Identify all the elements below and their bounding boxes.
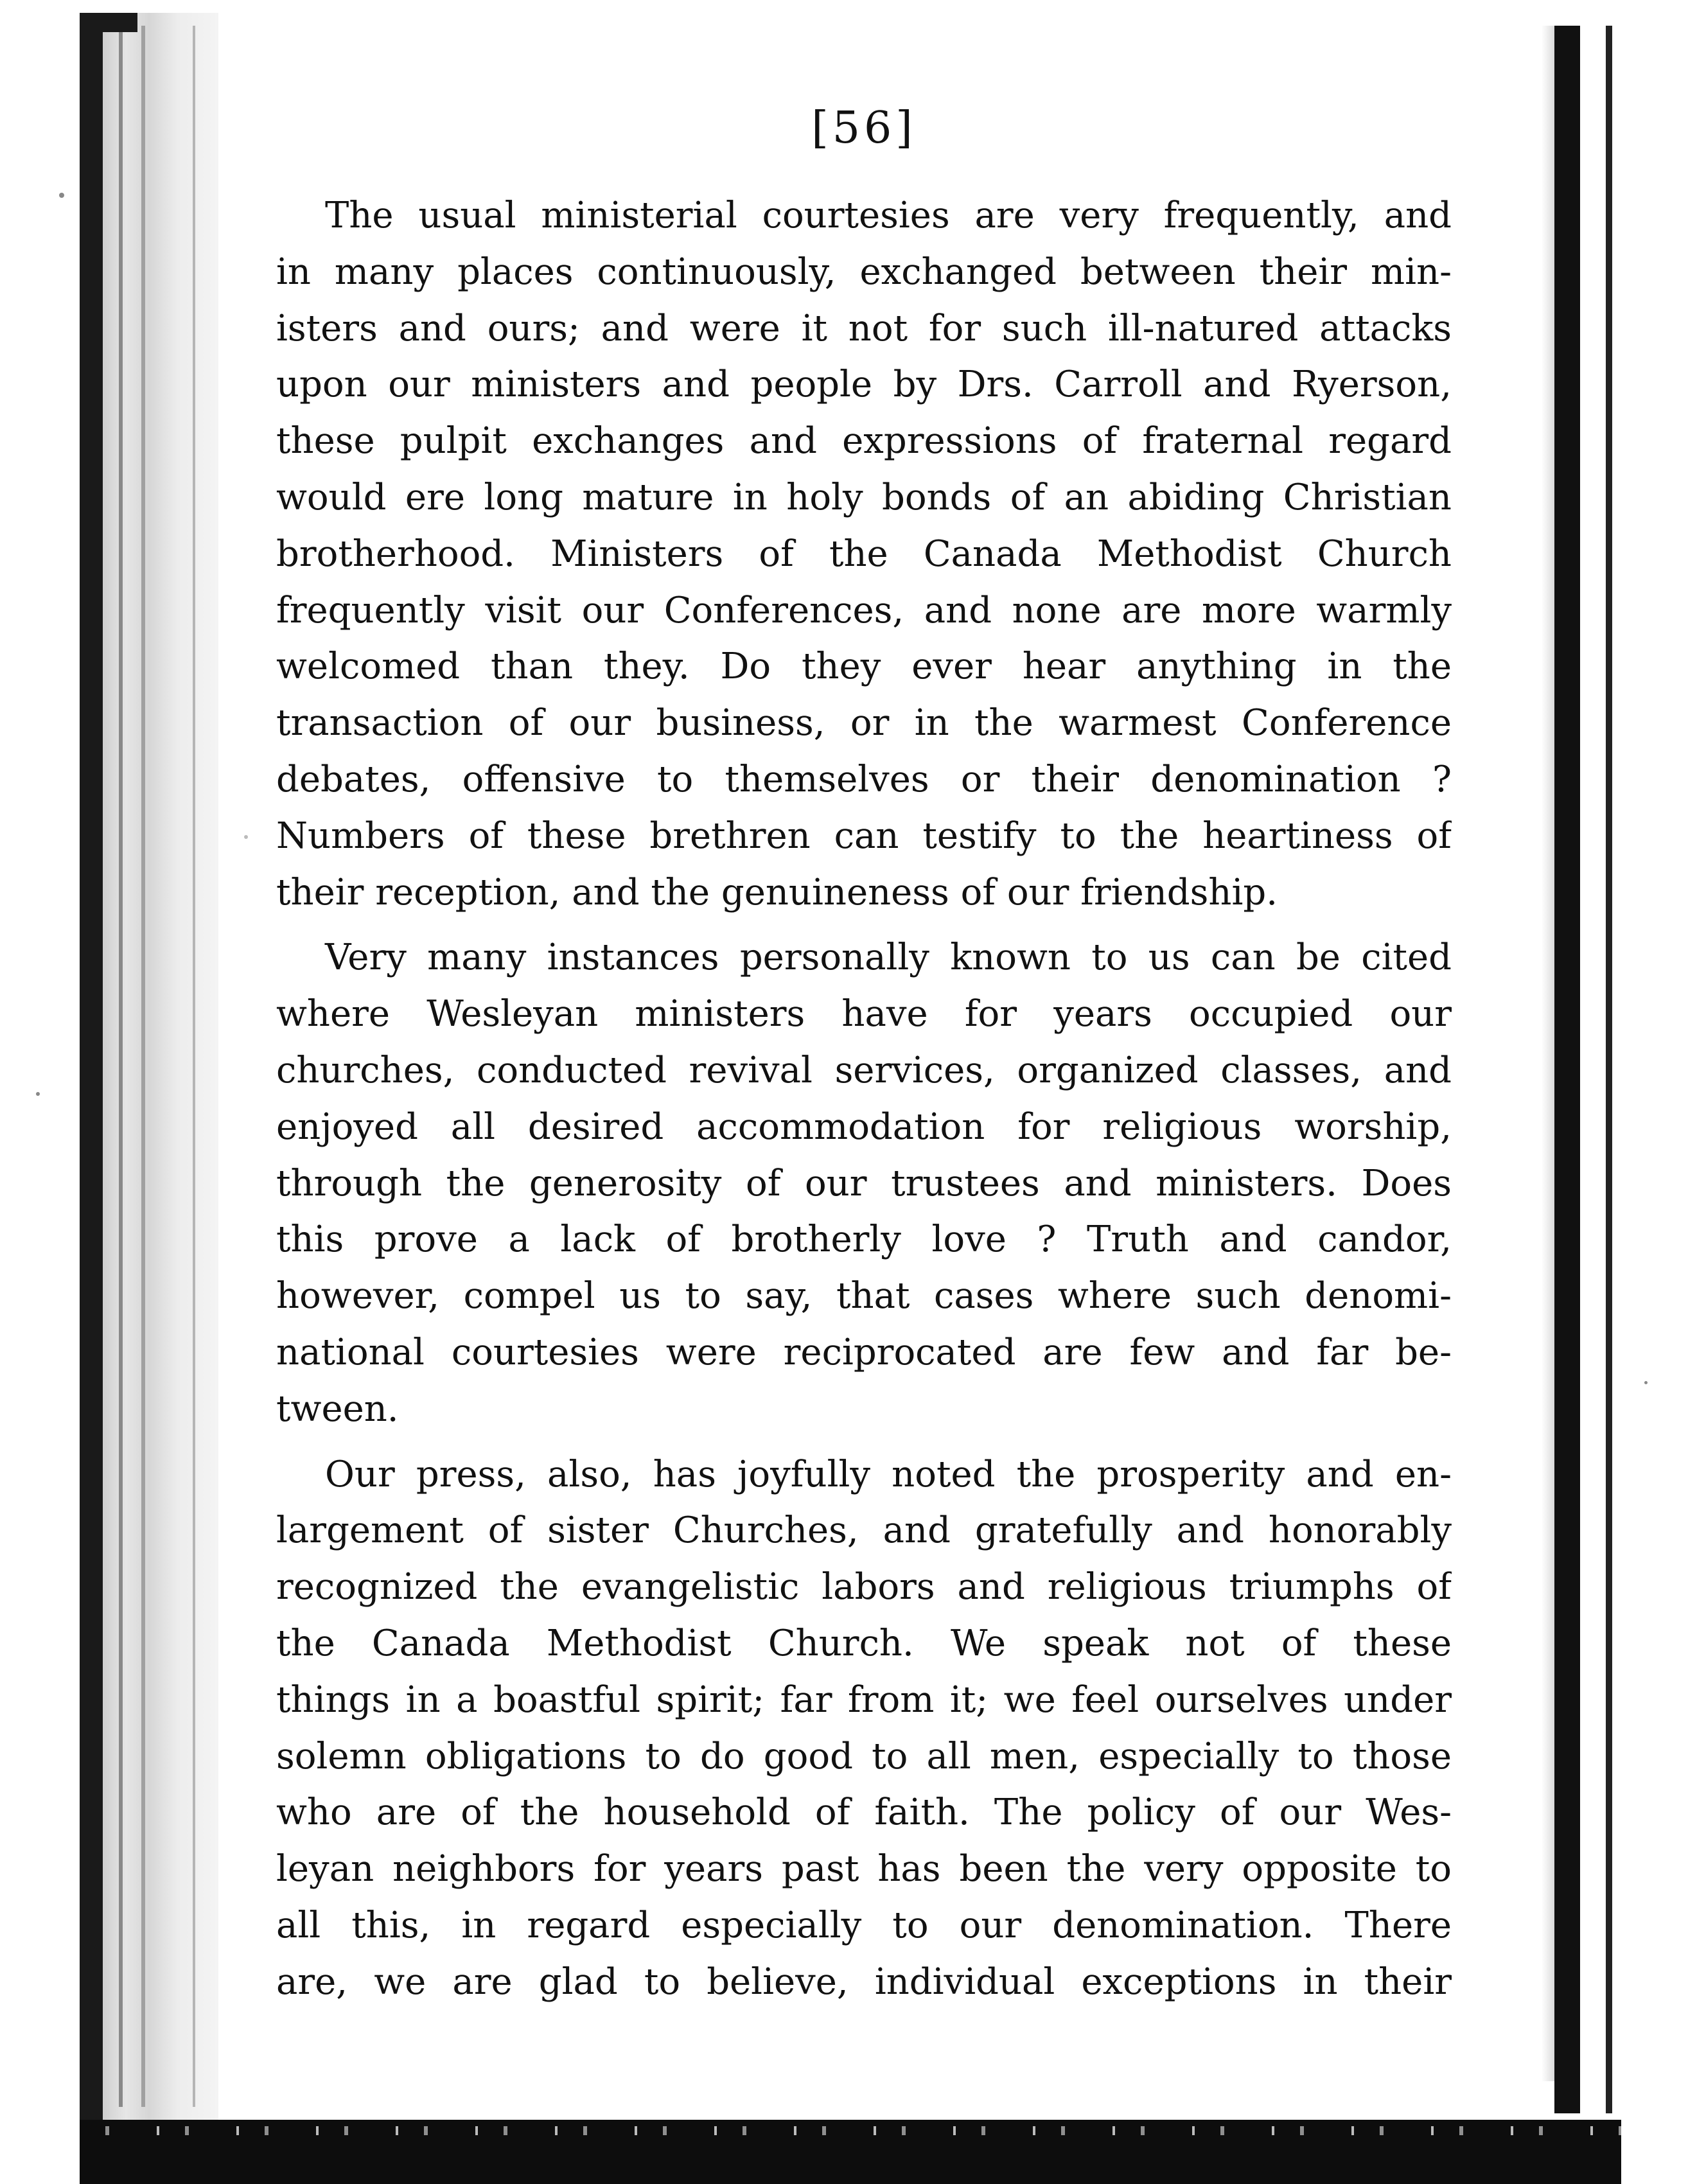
text-line: the Canada Methodist Church. We speak not of these [276,1622,1452,1664]
text-line: brotherhood. Ministers of the Canada Methodist Church [276,533,1452,575]
binding-corner [80,13,137,32]
scan-bottom-noise [80,2126,1621,2135]
text-line: things in a boastful spirit; far from it; we feel ourselves under [276,1678,1452,1721]
text-line: Numbers of these brethren can testify to the heartiness of [276,815,1452,857]
paragraph-2 [276,929,1452,1437]
binding-shadow [80,13,103,2120]
scan-speck [244,835,248,839]
text-line: isters and ours; and were it not for such ill-natured attacks [276,307,1452,349]
paragraph-1 [276,188,1452,920]
text-line: The usual ministerial courtesies are very frequently, and [325,195,1452,236]
gutter-dark [1554,26,1580,2113]
text-line: where Wesleyan ministers have for years occupied our [276,993,1452,1035]
book-edge-line [119,26,123,2107]
text-line: debates, offensive to themselves or their denomination ? [276,758,1452,800]
text-line: enjoyed all desired accommodation for religious worship, [276,1105,1452,1148]
text-line: national courtesies were reciprocated are few and far be- [276,1331,1452,1373]
text-line: their reception, and the genuineness of our friendship. [276,871,1278,913]
book-edge-line [141,26,145,2107]
text-line: through the generosity of our trustees and ministers. Does [276,1162,1452,1204]
text-line: who are of the household of faith. The policy of our Wes- [276,1792,1452,1834]
text-line: upon our ministers and people by Drs. Carroll and Ryerson, [276,364,1452,406]
text-line: solemn obligations to do good to all men, especially to those [276,1735,1452,1777]
page-number: [56] [811,103,917,154]
text-line: churches, conducted revival services, organized classes, and [276,1049,1452,1091]
text-line: welcomed than they. Do they ever hear anything in the [276,646,1452,688]
book-edge-line [193,26,195,2107]
page-content [276,96,1452,2020]
text-line: Our press, also, has joyfully noted the prosperity and en- [325,1453,1452,1495]
facing-page-edge [1606,26,1612,2113]
scan-speck [1644,1381,1648,1384]
gutter-shadow [1542,26,1554,2081]
text-line: leyan neighbors for years past has been the very opposite to [276,1848,1452,1890]
text-line: recognized the evangelistic labors and religious triumphs of [276,1566,1452,1608]
paragraph-3 [276,1447,1452,2011]
text-line: in many places continuously, exchanged between their min- [276,251,1452,293]
scan-speck [59,193,64,198]
scan-speck [36,1092,40,1096]
text-line: frequently visit our Conferences, and none are more warmly [276,589,1452,631]
facing-page-sliver [1580,26,1606,2113]
text-line: these pulpit exchanges and expressions of fraternal regard [276,420,1452,462]
text-line: Very many instances personally known to us can be cited [325,937,1452,979]
text-line: largement of sister Churches, and gratefully and honorably [276,1510,1452,1552]
text-line: would ere long mature in holy bonds of an abiding Christian [276,476,1452,518]
text-line: all this, in regard especially to our denomination. There [276,1904,1452,1946]
text-line: tween. [276,1387,399,1430]
text-line: transaction of our business, or in the warmest Conference [276,702,1452,744]
text-line: this prove a lack of brotherly love ? Truth and candor, [276,1219,1452,1261]
text-line: are, we are glad to believe, individual exceptions in their [276,1960,1452,2003]
text-line: however, compel us to say, that cases where such denomi- [276,1275,1452,1317]
